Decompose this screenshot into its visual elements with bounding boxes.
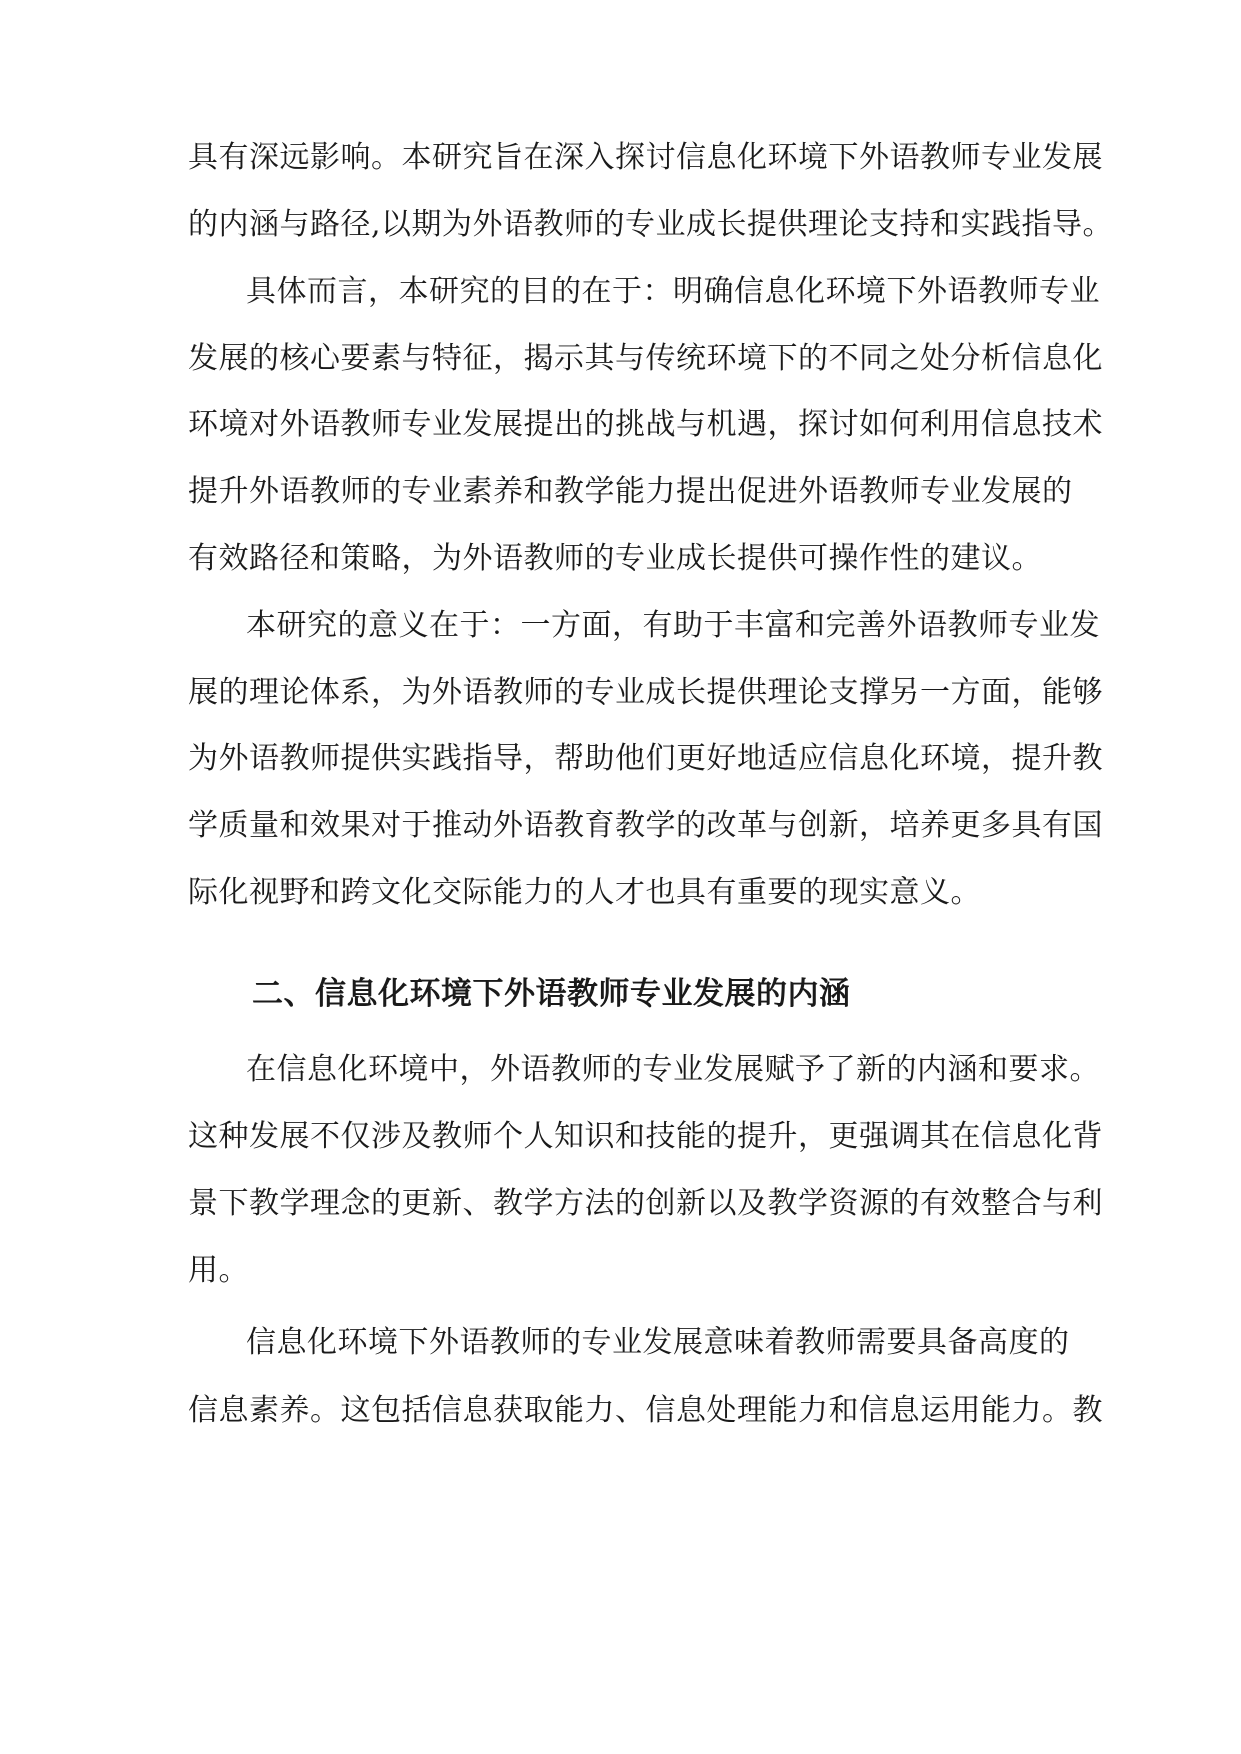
paragraph-2-line-1: 具体而言，本研究的目的在于：明确信息化环境下外语教师专业: [246, 274, 1100, 309]
paragraph-4-line-3: 景下教学理念的更新、教学方法的创新以及教学资源的有效整合与利: [188, 1186, 1103, 1221]
paragraph-2-line-2: 发展的核心要素与特征，揭示其与传统环境下的不同之处分析信息化: [188, 341, 1103, 376]
paragraph-5-line-2: 信息素养。这包括信息获取能力、信息处理能力和信息运用能力。教: [188, 1393, 1103, 1428]
paragraph-3-line-3: 为外语教师提供实践指导，帮助他们更好地适应信息化环境，提升教: [188, 741, 1103, 776]
paragraph-2-line-3: 环境对外语教师专业发展提出的挑战与机遇，探讨如何利用信息技术: [188, 407, 1103, 442]
paragraph-1-line-2: 的内涵与路径,以期为外语教师的专业成长提供理论支持和实践指导。: [188, 207, 1114, 242]
paragraph-5-line-1: 信息化环境下外语教师的专业发展意味着教师需要具备高度的: [246, 1325, 1070, 1360]
paragraph-3-line-5: 际化视野和跨文化交际能力的人才也具有重要的现实意义。: [188, 875, 981, 910]
paragraph-4-line-2: 这种发展不仅涉及教师个人知识和技能的提升，更强调其在信息化背: [188, 1119, 1103, 1154]
paragraph-2-line-5: 有效路径和策略，为外语教师的专业成长提供可操作性的建议。: [188, 541, 1042, 576]
paragraph-3-line-2: 展的理论体系，为外语教师的专业成长提供理论支撑另一方面，能够: [188, 675, 1103, 710]
paragraph-2-line-4: 提升外语教师的专业素养和教学能力提出促进外语教师专业发展的: [188, 474, 1073, 509]
section-heading: 二、信息化环境下外语教师专业发展的内涵: [252, 976, 851, 1012]
paragraph-3-line-4: 学质量和效果对于推动外语教育教学的改革与创新，培养更多具有国: [188, 808, 1103, 843]
paragraph-4-line-1: 在信息化环境中，外语教师的专业发展赋予了新的内涵和要求。: [246, 1052, 1100, 1087]
paragraph-4-line-4: 用。: [188, 1253, 249, 1288]
paragraph-3-line-1: 本研究的意义在于：一方面，有助于丰富和完善外语教师专业发: [246, 608, 1100, 643]
paragraph-1-line-1: 具有深远影响。本研究旨在深入探讨信息化环境下外语教师专业发展: [188, 140, 1103, 175]
